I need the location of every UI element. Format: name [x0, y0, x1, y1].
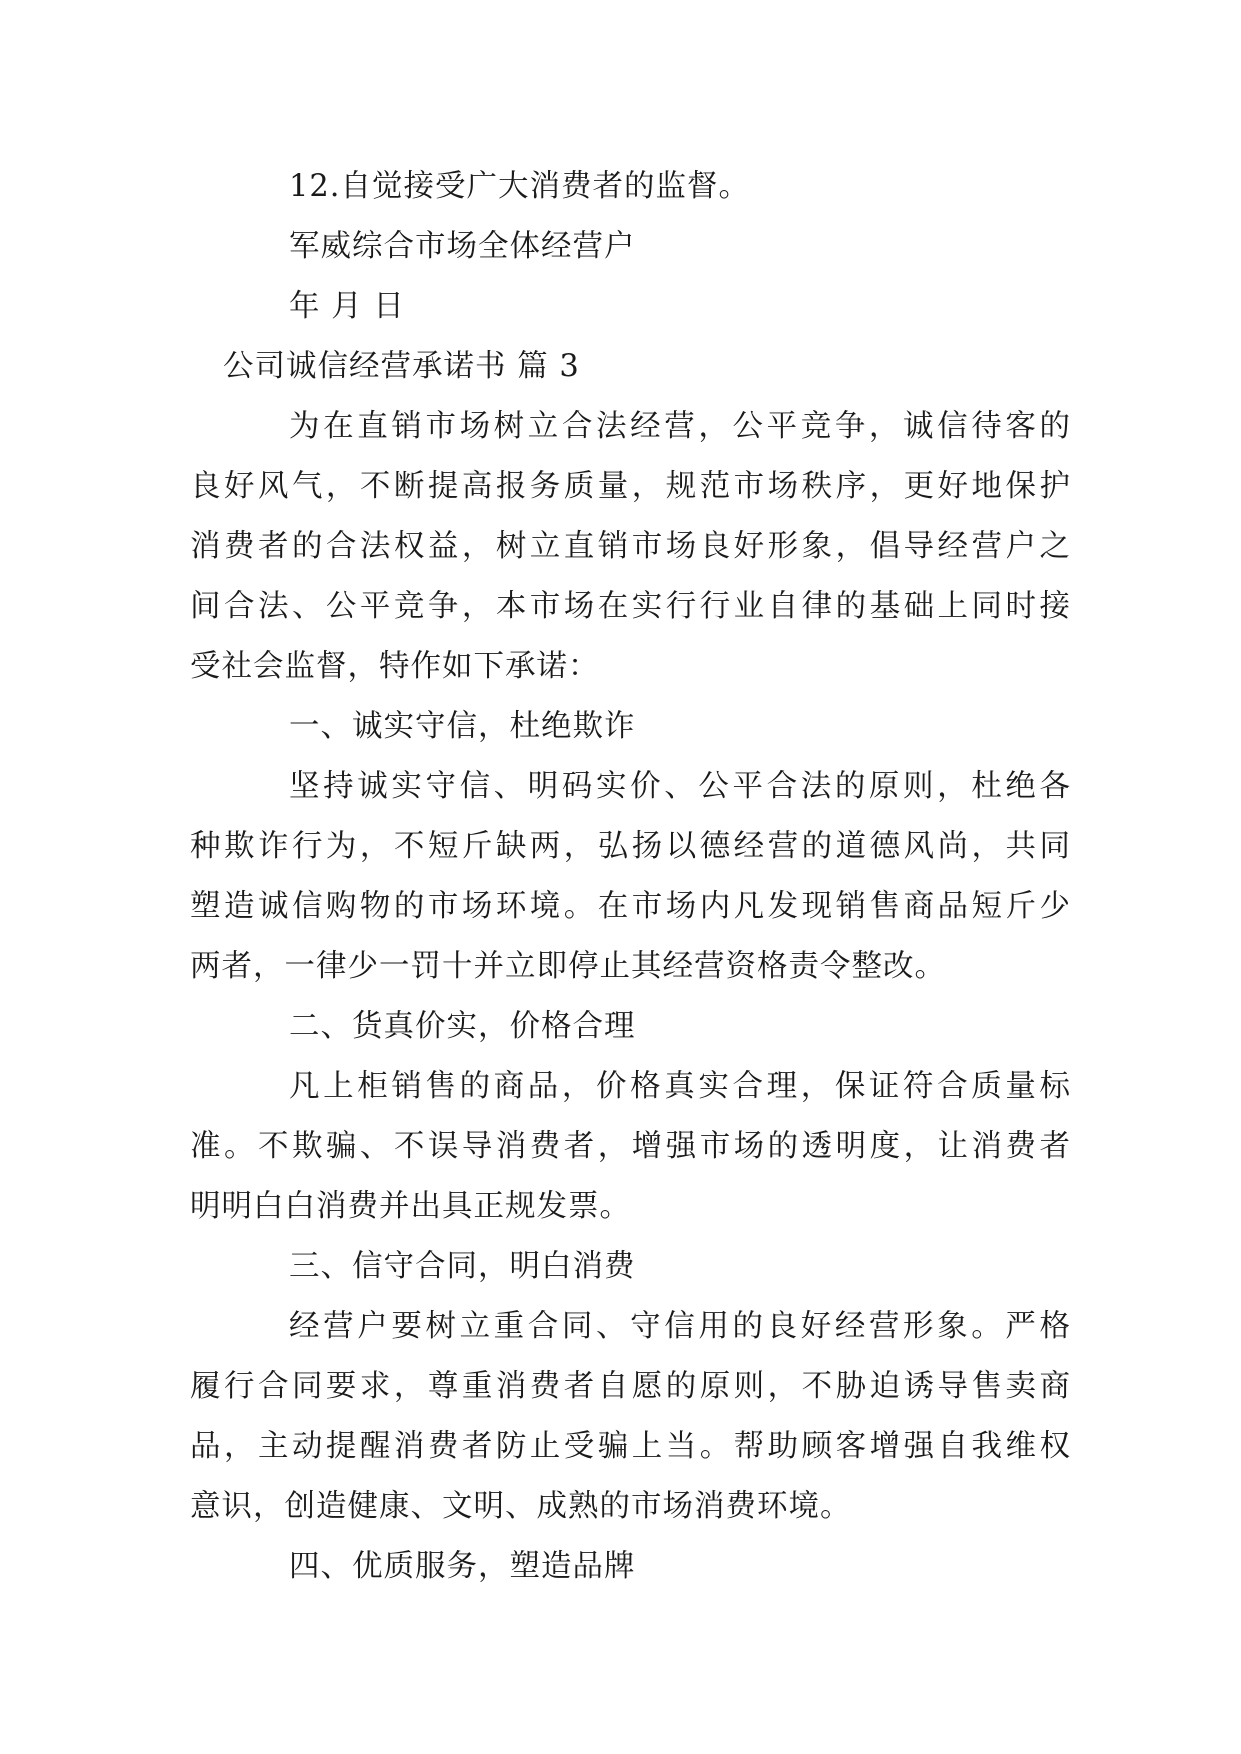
paragraph-line: 良好风气，不断提高报务质量，规范市场秩序，更好地保护	[190, 469, 1070, 504]
paragraph-line: 受社会监督，特作如下承诺：	[190, 649, 600, 684]
paragraph-line: 明明白白消费并出具正规发票。	[190, 1189, 631, 1224]
paragraph-line: 消费者的合法权益，树立直销市场良好形象，倡导经营户之	[190, 529, 1070, 564]
paragraph-line: 意识，创造健康、文明、成熟的市场消费环境。	[190, 1489, 852, 1524]
signature-market-households: 军威综合市场全体经营户	[289, 229, 636, 264]
paragraph-line: 坚持诚实守信、明码实价、公平合法的原则，杜绝各	[289, 769, 1070, 804]
paragraph-line: 种欺诈行为，不短斤缺两，弘扬以德经营的道德风尚，共同	[190, 829, 1070, 864]
paragraph-line: 凡上柜销售的商品，价格真实合理，保证符合质量标	[289, 1069, 1070, 1104]
paragraph-line: 为在直销市场树立合法经营，公平竞争，诚信待客的	[289, 409, 1070, 444]
section-title: 公司诚信经营承诺书 篇 3	[223, 349, 580, 384]
paragraph-line: 经营户要树立重合同、守信用的良好经营形象。严格	[289, 1309, 1070, 1344]
paragraph-line: 两者，一律少一罚十并立即停止其经营资格责令整改。	[190, 949, 946, 984]
list-item-12: 12.自觉接受广大消费者的监督。	[289, 169, 751, 204]
subheading-three: 三、信守合同，明白消费	[289, 1249, 636, 1284]
paragraph-line: 准。不欺骗、不误导消费者，增强市场的透明度，让消费者	[190, 1129, 1070, 1164]
paragraph-line: 履行合同要求，尊重消费者自愿的原则，不胁迫诱导售卖商	[190, 1369, 1070, 1404]
paragraph-line: 品，主动提醒消费者防止受骗上当。帮助顾客增强自我维权	[190, 1429, 1070, 1464]
subheading-one: 一、诚实守信，杜绝欺诈	[289, 709, 636, 744]
paragraph-line: 塑造诚信购物的市场环境。在市场内凡发现销售商品短斤少	[190, 889, 1070, 924]
subheading-two: 二、货真价实，价格合理	[289, 1009, 636, 1044]
paragraph-line: 间合法、公平竞争，本市场在实行行业自律的基础上同时接	[190, 589, 1070, 624]
signature-date: 年 月 日	[289, 289, 405, 324]
subheading-four: 四、优质服务，塑造品牌	[289, 1549, 636, 1584]
